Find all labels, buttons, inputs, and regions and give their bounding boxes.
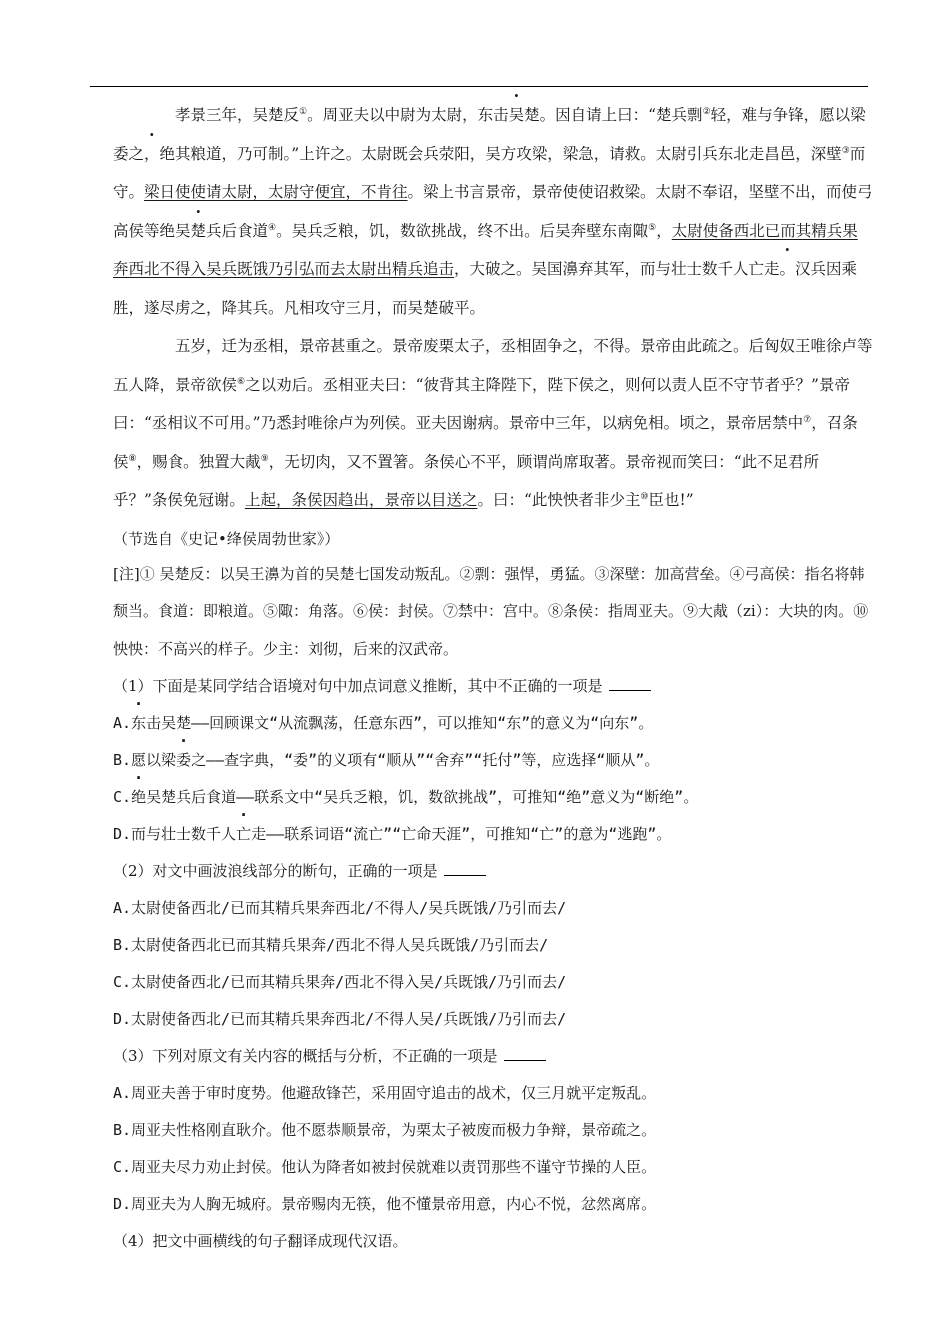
- dotted-word-dong: 东: [477, 106, 494, 124]
- dotted-word-wang: 亡: [748, 260, 765, 278]
- question-1-stem: （1）下面是某同学结合语境对句中加点词意义推断，其中不正确的一项是: [113, 668, 873, 705]
- note-ref-4: ④: [268, 222, 277, 233]
- note-ref-9: ⑨: [260, 453, 269, 464]
- passage-paragraph-2: 五岁，迁为丞相，景帝甚重之。景帝废栗太子，丞相固争之，不得。景帝由此疏之。后匈奴王唯徐卢等五人降，景帝欲侯⑥之以劝后。丞相亚夫曰：“彼背其主降陛下，陛下侯之，则何以责人臣不守节者乎？”景帝曰：“丞相议不可用。”乃悉封唯徐卢为列侯。亚夫因谢病。景帝中三年，以病免相。顷之，景帝居禁中⑦，召条侯⑧，赐食。独置大胾⑨，无切肉，又不置箸。条侯心不平，顾谓尚席取著。景帝视而笑曰：“此不足君所乎？”条侯免冠谢。上起，条侯因趋出，景帝以目送之。曰：“此怏怏者非少主⑩臣也!”: [113, 337, 873, 509]
- note-ref-1: ①: [299, 107, 308, 117]
- note-ref-8: ⑧: [128, 453, 137, 464]
- note-ref-10: ⑩: [640, 492, 649, 502]
- note-ref-7: ⑦: [803, 415, 812, 425]
- question-3-option-c: C.周亚夫尽力劝止封侯。他认为降者如被封侯就难以责罚那些不谨守节操的人臣。: [113, 1158, 657, 1176]
- source-citation: （节选自《史记•绛侯周勃世家》）: [113, 529, 340, 548]
- dotted-word-option-b: 委: [176, 751, 192, 769]
- question-3: [113, 1038, 873, 1223]
- question-3-option-a: A.周亚夫善于审时度势。他避敌锋芒，采用固守追击的战术，仅三月就平定叛乱。: [113, 1084, 657, 1102]
- note-ref-5: ⑤: [648, 222, 657, 233]
- question-2-option-d: D.太尉使备西北/已而其精兵果奔西北/不得人吴/兵既饿/乃引而去/: [113, 1010, 567, 1028]
- question-3-option-d: D.周亚夫为人胸无城府。景帝赐肉无筷，他不懂景帝用意，内心不悦，忿然离席。: [113, 1195, 657, 1213]
- question-3-option-b: B.周亚夫性格刚直耿介。他不愿恭顺景帝，为栗太子被废而极力争辩，景帝疏之。: [113, 1121, 657, 1139]
- question-2-option-b: B.太尉使备西北已而其精兵果奔/西北不得人吴兵既饿/乃引而去/: [113, 936, 549, 954]
- dotted-word-wei: 委: [113, 144, 129, 163]
- question-2-stem: （2）对文中画波浪线部分的断句，正确的一项是: [113, 853, 873, 890]
- annotation-notes: [注]① 吴楚反：以吴王濞为首的吴楚七国发动叛乱。②剽：强悍，勇猛。③深壁：加高营垒。④弓高侯：指名将韩颓当。食道：即粮道。⑤陬：角落。⑥侯：封侯。⑦禁中：宫中。⑧条侯：指周亚夫。⑨大胾（zi）：大块的肉。⑩怏怏：不高兴的样子。少主：刘彻，后来的汉武帝。: [113, 564, 869, 658]
- underlined-sentence-2: 上起，条侯因趋出，景帝以目送之: [244, 491, 478, 509]
- question-4: [113, 1223, 873, 1260]
- document-page: [113, 96, 873, 1260]
- dotted-word-option-d: 亡: [236, 825, 252, 843]
- question-1-option-c: C.绝吴楚兵后食道——联系文中“吴兵乏粮，饥，数欲挑战”，可推知“绝”意义为“断绝”。: [113, 788, 699, 806]
- answer-blank[interactable]: [504, 1046, 546, 1061]
- header-rule: [90, 86, 868, 87]
- answer-blank[interactable]: [609, 676, 651, 691]
- note-ref-6: ⑥: [237, 376, 246, 387]
- question-1-option-b: B.愿以梁委之——查字典，“委”的义项有“顺从”“舍弃”“托付”等，应选择“顺从”。: [113, 751, 660, 769]
- wavy-underlined-passage: 太尉使备西北已而其精兵果奔西北不得入吴兵既饿乃引弘而去太尉出精兵追击: [113, 221, 858, 278]
- underlined-sentence-1: 梁日使使请太尉，太尉守便宜，不肯往: [144, 183, 408, 201]
- dotted-word-option-a: 东: [131, 714, 147, 732]
- question-1: [113, 668, 873, 853]
- question-1-option-d: D.而与壮士数千人亡走——联系词语“流亡”“亡命天涯”，可推知“亡”的意为“逃跑”。: [113, 825, 672, 843]
- question-2: [113, 853, 873, 1038]
- answer-blank[interactable]: [444, 861, 486, 876]
- note-ref-3: ③: [841, 145, 850, 156]
- note-ref-2: ②: [702, 107, 711, 117]
- question-2-option-c: C.太尉使备西北/已而其精兵果奔/西北不得入吴/兵既饿/乃引而去/: [113, 973, 567, 991]
- dotted-word-jue: 绝: [159, 221, 176, 240]
- question-3-stem: （3）下列对原文有关内容的概括与分析，不正确的一项是: [113, 1038, 873, 1075]
- passage-paragraph-1: 孝景三年，吴楚反①。周亚夫以中尉为太尉，东击吴楚。因自请上曰：“楚兵剽②轻，难与争锋，愿以梁委之，绝其粮道，乃可制。”上许之。太尉既会兵荥阳，吴方攻梁，梁急，请救。太尉引兵东北走昌邑，深壁③而守。梁日使使请太尉，太尉守便宜，不肯往。梁上书言景帝，景帝使使诏救梁。太尉不奉诏，坚壁不出，而使弓高侯等绝吴楚兵后食道④。吴兵乏粮，饥，数欲挑战，终不出。后吴奔壁东南陬⑤，太尉使备西北已而其精兵果奔西北不得入吴兵既饿乃引弘而去太尉出精兵追击，大破之。吴国濞弃其军，而与壮士数千人亡走。汉兵因乘胜，遂尽虏之，降其兵。凡相攻守三月，而吴楚破平。: [113, 106, 873, 317]
- question-4-stem: （4）把文中画横线的句子翻译成现代汉语。: [113, 1232, 408, 1250]
- question-2-option-a: A.太尉使备西北/已而其精兵果奔西北/不得人/吴兵既饿/乃引而去/: [113, 899, 567, 917]
- dotted-word-option-c: 绝: [131, 788, 147, 806]
- question-1-option-a: A.东击吴楚——回顾课文“从流飘荡，任意东西”，可以推知“东”的意义为“向东”。: [113, 714, 654, 732]
